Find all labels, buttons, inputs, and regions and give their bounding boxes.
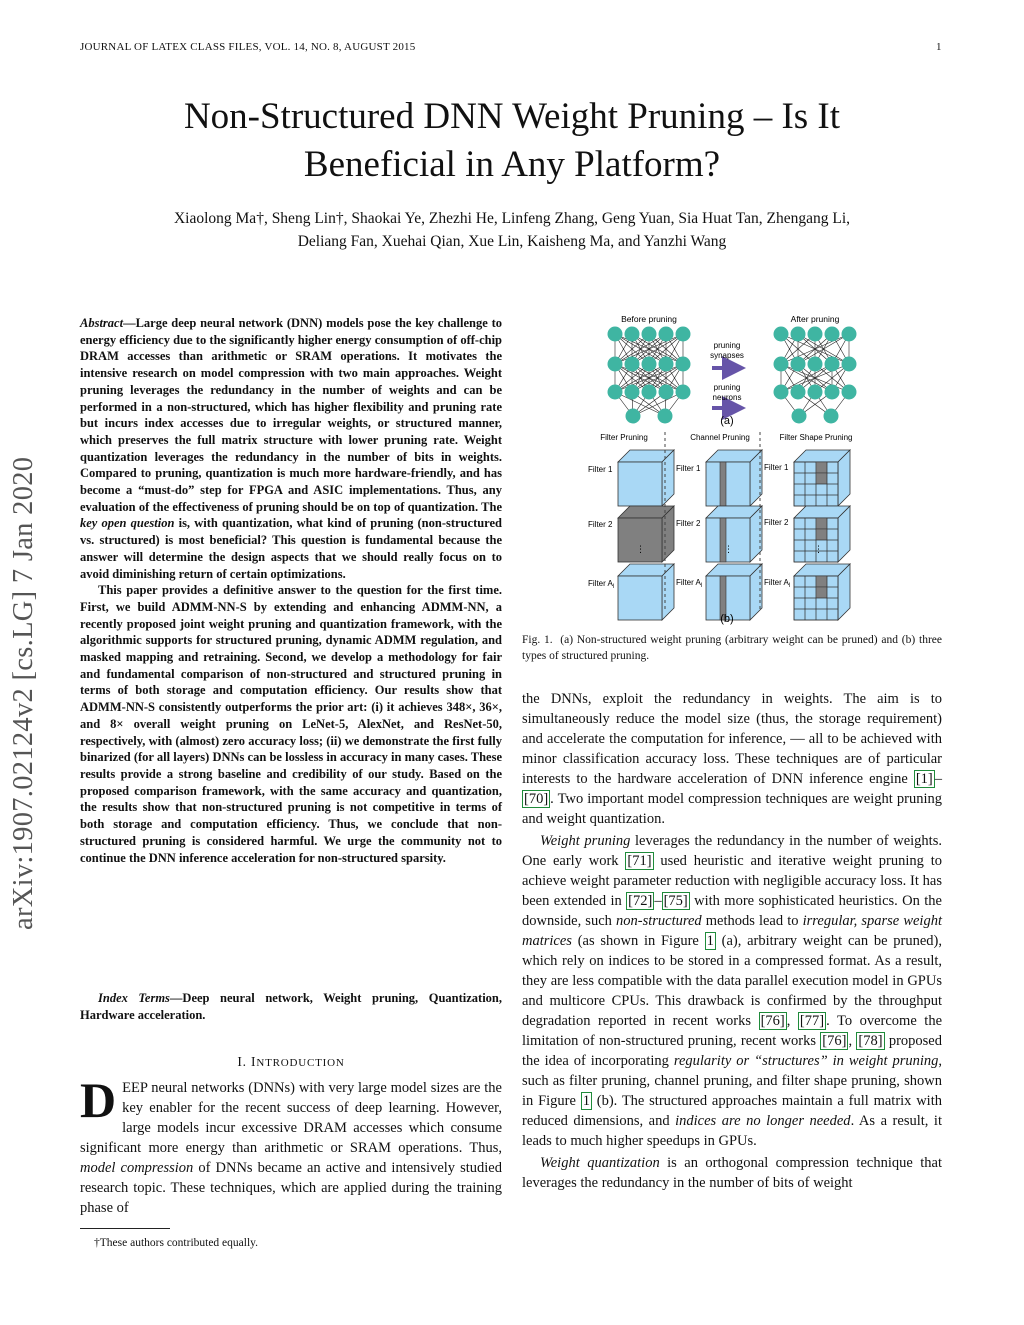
pruned-channel-slice [720,518,726,562]
ellipsis-b: ⋮ [724,544,733,554]
rc-p2-e: (as shown in Figure [571,933,705,949]
right-column-text [522,689,942,1193]
grid-cell [816,529,827,540]
intro-text-b: of DNNs became an active and intensively studied research topic. These techniques, which are applied during the training phase of [80,1160,502,1216]
neuron [608,327,623,342]
cube-front [706,518,750,562]
rc-p2-a: leverages the redundancy in the number of weights. One early work [522,833,942,869]
figure-1 [582,312,882,628]
rc-p2-em5: indices are no longer needed [675,1113,851,1129]
cube-front [618,576,662,620]
rc-p2-em: Weight pruning [540,833,631,849]
index-terms [80,990,502,1024]
panel-b-label: (b) [720,613,734,625]
citation-link[interactable]: [75] [663,893,688,909]
figure-1-graphic [582,312,882,628]
rc-p3-em: Weight quantization [540,1155,660,1171]
abstract [80,315,502,866]
neuron [659,385,674,400]
neuron [808,385,823,400]
rc-p2-c: with more sophisticated heuristics. On the downside, such [522,893,942,929]
filter-a-label-b [676,578,702,589]
grid-cell [816,462,827,473]
rc-comma-2: , [848,1033,857,1049]
cube-front [618,462,662,506]
neuron [842,357,857,372]
index-terms-label: Index Terms [98,991,170,1005]
neuron [774,327,789,342]
after-pruning-label: After pruning [790,314,840,324]
right-paragraph-1 [522,689,942,829]
neuron [808,357,823,372]
filter-a-text-a: Filter A [588,579,613,588]
index-terms-text: —Deep neural network, Weight pruning, Quantization, Hardware acceleration. [80,991,503,1022]
neuron [608,385,623,400]
intro-text-a: EEP neural networks (DNNs) with very large model sizes are the key enabler for the recent success of deep learning. However, large models incur excessive DRAM accesses which consume significant more energy than arithmetic or SRAM operations. Thus, [80,1080,502,1156]
filter-1-label-b: Filter 1 [676,464,701,473]
neuron [825,385,840,400]
filter-2-label-b: Filter 2 [676,519,701,528]
rc-p2-em4: regularity or “structures” in weight pruning [673,1053,939,1069]
abstract-paragraph-1 [80,315,502,582]
grid-cell [816,518,827,529]
panel-a-label: (a) [720,415,734,427]
neuron [774,357,789,372]
neuron [824,409,839,424]
rc-p1-a: the DNNs, exploit the redundancy in weights. The aim is to simultaneously reduce the model size (thus, the storage requirement) and accelerate the computation for inference, — all to be achieved with minor classification accuracy loss. These techniques are of particular interests to the hardware acceleration of DNN inference engine [522,691,942,787]
neuron [642,357,657,372]
abstract-paragraph-2: This paper provides a definitive answer to the question for the first time. First, we build ADMM-NN-S by extending and enhancing ADMM-NN, a recently proposed joint weight pruning and quantization framework, with the algorithmic supports for structured pruning, dynamic ADMM regulation, and masked mapping and retraining. Second, we develop a methodology for fair and fundamental comparison of non-structured and structured pruning in terms of both storage and computation efficiency. Our results show that ADMM-NN-S consistently outperforms the prior art: (i) it achieves 348×, 36×, and 8× overall weight pruning on LeNet-5, AlexNet, and ResNet-50, respectively, with (almost) zero accuracy loss; (ii) we demonstrate the first fully binarized (for all layers) DNNs can be lossless in accuracy in many cases. These results provide a strong baseline and credibility of our study. Based on the proposed comparison framework, with the same accuracy and quantization, the results show that non-structured pruning is not competitive in terms of both storage and computation efficiency. Thus, we conclude that non-structured pruning is considered harmful. We urge the community not to continue the DNN inference acceleration for non-structured sparsity. [80,583,502,865]
neuron [676,327,691,342]
ellipsis-c: ⋮ [814,544,823,554]
section-number: I. [237,1054,252,1069]
filter-shape-pruning-label: Filter Shape Pruning [779,433,853,442]
section-title-first: I [251,1054,257,1069]
footnote-rule [80,1228,170,1229]
neuron [676,357,691,372]
neuron [792,409,807,424]
title-line-2: Beneficial in Any Platform? [303,144,721,185]
filter-pruning-cube-1 [618,450,674,506]
rc-comma-1: , [786,1013,798,1029]
grid-cell [816,473,827,484]
right-paragraph-3 [522,1153,942,1193]
right-paragraph-2 [522,831,942,1151]
figure-link[interactable]: 1 [706,933,714,949]
rc-p2-em2: non-structured [615,913,702,929]
neuron [791,327,806,342]
grid-cell [816,576,827,587]
citation-link[interactable]: [71] [627,853,652,869]
filter-a-label-a [588,579,614,590]
rc-p2-j: (b). The structured approaches maintain a full matrix with reduced dimensions, and [522,1093,942,1129]
neuron [842,327,857,342]
neuron [676,385,691,400]
neuron [842,385,857,400]
abstract-text-a: —Large deep neural network (DNN) models pose the key challenge to energy efficiency due to the significantly higher energy consumption of off-chip DRAM accesses than arithmetic or SRAM operations. It motivates the intensive research on model compression with two main approaches. Weight pruning leverages the redundancy in the number of weights and can be performed in a non-structured, which has higher flexibility and pruning rate but incurs index accesses due to irregular weights, or structured manner, which preserves the full matrix structure with lower pruning rate. Weight quantization leverages the redundancy in the number of bits in weights. Compared to pruning, quantization is much more hardware-friendly, and has become a “must-do” step for FPGA and ASIC implementations. Thus, any evaluation of the effectiveness of pruning should be on top of quantization. The [80,316,502,514]
filter-pruning-cube-2-pruned [618,506,674,562]
rc-dash-2: – [654,893,662,909]
citation-link[interactable]: [76] [760,1013,785,1029]
filter-a-text-b: Filter A [676,578,701,587]
rc-p2-em3: irregular, sparse weight matrices [522,913,942,949]
neuron [642,385,657,400]
rc-p2-d: methods lead to [701,913,803,929]
ellipsis-a: ⋮ [636,544,645,554]
abstract-emphasis: key open question [80,516,175,531]
filter-a-sub-c: l [788,583,791,589]
filter-1-label-a: Filter 1 [588,465,613,474]
neuron [774,385,789,400]
neuron [791,357,806,372]
neuron [659,357,674,372]
filter-1-label-c: Filter 1 [764,463,789,472]
pruned-channel-slice [720,462,726,506]
caption-text: (a) Non-structured weight pruning (arbitrary weight can be pruned) and (b) three types of structured pruning. [522,634,943,662]
filter-a-sub-b: l [700,583,703,589]
section-title-rest: NTRODUCTION [256,1057,345,1069]
rc-p1-b: . Two important model compression techniques are weight pruning and weight quantization. [522,791,942,827]
section-heading-introduction [80,1054,502,1070]
citation-link[interactable]: [76] [822,1033,847,1049]
title-line-1: Non-Structured DNN Weight Pruning – Is It [183,96,841,137]
channel-pruning-label: Channel Pruning [690,433,750,442]
rc-p2-b: used heuristic and iterative weight pruning to achieve weight parameter reduction with negligible accuracy loss. It has been extended in [522,853,943,909]
rc-p2-i: , such as filter pruning, channel pruning, and filter shape pruning, shown in Figure [522,1053,942,1109]
neuron [625,357,640,372]
author-list [80,207,944,253]
filter-a-sub-a: l [612,584,615,590]
pruning-neurons-label-2: neurons [712,393,742,402]
rc-p2-k: . As a result, it leads to much higher speedups in GPUs. [522,1113,942,1149]
figure-link[interactable]: 1 [582,1093,590,1109]
filter-2-label-c: Filter 2 [764,518,789,527]
filter-pruning-cube-a [618,564,674,620]
neuron [642,327,657,342]
running-head: JOURNAL OF LATEX CLASS FILES, VOL. 14, NO. 8, AUGUST 2015 [80,41,416,53]
neuron [825,327,840,342]
before-pruning-label: Before pruning [621,314,677,324]
neuron [825,357,840,372]
pruning-synapses-label-2: synapses [710,351,744,360]
rc-dash-1: – [934,771,942,787]
filter-pruning-label: Filter Pruning [600,433,648,442]
rc-p2-g: . To overcome the limitation of non-structured pruning, recent works [522,1013,943,1049]
drop-cap: D [80,1072,117,1128]
figure-1-caption [522,632,942,664]
citation-link[interactable]: [70] [524,791,549,807]
citation-link[interactable]: [72] [628,893,653,909]
filter-a-label-c [764,578,790,589]
channel-pruning-cube-1 [706,450,762,506]
neuron [625,327,640,342]
filter-2-label-a: Filter 2 [588,520,613,529]
channel-pruning-cube-3 [706,564,762,620]
cube-front [618,518,662,562]
citation-link[interactable]: [78] [858,1033,883,1049]
page-number: 1 [936,41,942,53]
grid-cell [816,587,827,598]
filter-shape-cube-1 [794,450,850,506]
caption-label: Fig. 1. [522,634,553,646]
intro-paragraph [80,1072,502,1218]
rc-p3-a: is an orthogonal compression technique that leverages the redundancy in the number of bits of weight [522,1155,942,1191]
citation-link[interactable]: [77] [799,1013,825,1029]
citation-link[interactable]: [1] [915,771,933,787]
abstract-text-b: is, with quantization, what kind of pruning (non-structured vs. structured) is most beneficial? This question is fundamental because the answer will determine the design aspects that we should really focus on to avoid diminishing return of certain optimizations. [80,516,503,581]
neuron [791,385,806,400]
authors-line-1: Xiaolong Ma†, Sheng Lin†, Shaokai Ye, Zhezhi He, Linfeng Zhang, Geng Yuan, Sia Huat Tan, Zhengang Li, [173,210,851,227]
filter-cubes [618,450,850,620]
neuron [625,385,640,400]
abstract-label: Abstract [80,316,124,330]
pruning-synapses-label-1: pruning [713,341,741,350]
filter-a-text-c: Filter A [764,578,789,587]
rc-p2-h: proposed the idea of incorporating [522,1033,942,1069]
neuron [658,409,673,424]
arxiv-stamp: arXiv:1907.02124v2 [cs.LG] 7 Jan 2020 [8,456,39,930]
authors-line-2: Deliang Fan, Xuehai Qian, Xue Lin, Kaisheng Ma, and Yanzhi Wang [297,233,727,250]
neuron [608,357,623,372]
cube-front [706,462,750,506]
neuron [808,327,823,342]
paper-title [90,93,934,189]
neuron [626,409,641,424]
filter-shape-cube-3 [794,564,850,620]
intro-emphasis: model compression [80,1160,194,1176]
neuron [659,327,674,342]
rc-p2-f: (a), arbitrary weight can be pruned), which rely on indices to be stored in a compressed format. As a result, they are less compatible with the data parallel execution model in GPUs and multicore CPUs. This drawback is confirmed by the throughput degradation reported in recent works [522,933,942,1029]
channel-pruning-cube-2 [706,506,762,562]
pruning-neurons-label-1: pruning [713,383,741,392]
footnote: †These authors contributed equally. [94,1237,259,1249]
